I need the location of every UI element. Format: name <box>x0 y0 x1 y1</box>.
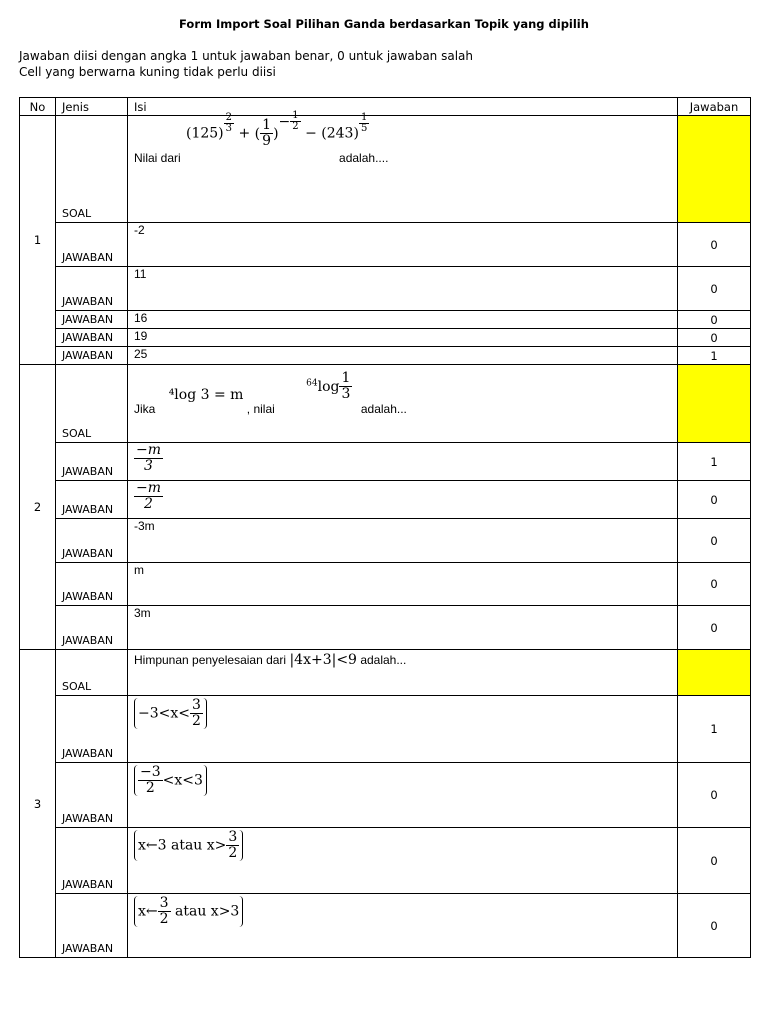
row-type-jawaban: JAWABAN <box>56 894 128 958</box>
table-row <box>20 763 751 828</box>
answer-value[interactable]: 1 <box>678 696 751 763</box>
row-type-jawaban: JAWABAN <box>56 311 128 329</box>
form-title: Form Import Soal Pilihan Ganda berdasarkan Topik yang dipilih <box>179 17 589 31</box>
table-row <box>20 311 751 329</box>
row-type-jawaban: JAWABAN <box>56 763 128 828</box>
row-type-jawaban: JAWABAN <box>56 563 128 606</box>
row-type-jawaban: JAWABAN <box>56 696 128 763</box>
question-prefix: Nilai dari <box>134 151 181 165</box>
answer-key-blank <box>678 116 751 223</box>
row-type-soal: SOAL <box>56 650 128 696</box>
answer-value[interactable]: 0 <box>678 519 751 563</box>
answer-option[interactable]: $\frac{-m}{3}$ <box>128 443 678 481</box>
table-row <box>20 329 751 347</box>
answer-value[interactable]: 0 <box>678 606 751 650</box>
question-formula: |4x+3|<9 <box>289 652 357 668</box>
instruction-note-2: Cell yang berwarna kuning tidak perlu diisi <box>19 65 276 79</box>
header-jawaban: Jawaban <box>678 98 751 116</box>
answer-option[interactable]: 25 <box>128 347 678 365</box>
answer-option[interactable]: -2 <box>128 223 678 267</box>
table-row <box>20 650 751 696</box>
answer-value[interactable]: 0 <box>678 267 751 311</box>
log-formula-1: ⁴log 3 = m <box>168 386 244 403</box>
table-row <box>20 519 751 563</box>
question-number: 3 <box>20 650 56 958</box>
question-prefix: Jika <box>134 401 156 416</box>
table-row <box>20 696 751 763</box>
table-row <box>20 223 751 267</box>
question-table <box>19 97 751 958</box>
row-type-soal: SOAL <box>56 116 128 223</box>
table-row <box>20 563 751 606</box>
question-mid: , nilai <box>246 401 275 416</box>
question-prefix: Himpunan penyelesaian dari <box>134 653 287 667</box>
header-jenis: Jenis <box>56 98 128 116</box>
answer-value[interactable]: 0 <box>678 894 751 958</box>
answer-value[interactable]: 0 <box>678 763 751 828</box>
answer-option[interactable]: -3m <box>128 519 678 563</box>
instruction-note-1: Jawaban diisi dengan angka 1 untuk jawaban benar, 0 untuk jawaban salah <box>19 49 473 63</box>
table-row <box>20 267 751 311</box>
question-suffix: adalah.... <box>339 151 389 165</box>
answer-value[interactable]: 0 <box>678 223 751 267</box>
answer-value[interactable]: 0 <box>678 311 751 329</box>
question-text[interactable] <box>128 365 678 443</box>
question-text[interactable] <box>128 110 678 223</box>
answer-option[interactable]: x←3 atau x> $\frac{3}{2}$ <box>128 828 678 894</box>
row-type-soal: SOAL <box>56 365 128 443</box>
answer-option[interactable]: 3m <box>128 606 678 650</box>
table-row <box>20 116 751 223</box>
answer-option[interactable]: −3<x< $\frac{3}{2}$ <box>128 696 678 763</box>
answer-option[interactable]: 11 <box>128 267 678 311</box>
answer-value[interactable]: 0 <box>678 828 751 894</box>
answer-option[interactable]: $\frac{-m}{2}$ <box>128 481 678 519</box>
question-suffix: adalah... <box>360 653 407 667</box>
header-isi: Isi <box>128 98 678 116</box>
answer-key-blank <box>678 650 751 696</box>
answer-option[interactable]: 19 <box>128 329 678 347</box>
question-text[interactable] <box>128 650 678 696</box>
row-type-jawaban: JAWABAN <box>56 519 128 563</box>
table-row <box>20 606 751 650</box>
answer-option[interactable]: 16 <box>128 311 678 329</box>
row-type-jawaban: JAWABAN <box>56 267 128 311</box>
table-row <box>20 365 751 443</box>
header-row <box>20 98 751 116</box>
answer-value[interactable]: 0 <box>678 329 751 347</box>
log-formula-2: $^{64}$log $\frac{1}{3}$ <box>306 370 351 402</box>
header-no: No <box>20 98 56 116</box>
answer-value[interactable]: 1 <box>678 347 751 365</box>
table-row <box>20 828 751 894</box>
table-row <box>20 443 751 481</box>
table-row <box>20 481 751 519</box>
table-row <box>20 894 751 958</box>
answer-option[interactable]: m <box>128 563 678 606</box>
answer-option[interactable]: $\frac{-3}{2}$ <x<3 <box>128 763 678 828</box>
question-suffix: adalah... <box>360 401 407 416</box>
answer-value[interactable]: 0 <box>678 563 751 606</box>
row-type-jawaban: JAWABAN <box>56 481 128 519</box>
row-type-jawaban: JAWABAN <box>56 828 128 894</box>
question-number: 2 <box>20 365 56 650</box>
row-type-jawaban: JAWABAN <box>56 329 128 347</box>
answer-value[interactable]: 1 <box>678 443 751 481</box>
question-formula: (125) $\frac{2}{3}$ + ( $\frac{1}{9}$ )− $\frac{1}{2}$ − (243) $\frac{1}{5}$ <box>186 110 368 149</box>
row-type-jawaban: JAWABAN <box>56 443 128 481</box>
row-type-jawaban: JAWABAN <box>56 223 128 267</box>
row-type-jawaban: JAWABAN <box>56 347 128 365</box>
table-row <box>20 347 751 365</box>
question-number: 1 <box>20 116 56 365</box>
answer-key-blank <box>678 365 751 443</box>
answer-value[interactable]: 0 <box>678 481 751 519</box>
answer-option[interactable]: x← $\frac{3}{2}$ atau x>3 <box>128 894 678 958</box>
row-type-jawaban: JAWABAN <box>56 606 128 650</box>
